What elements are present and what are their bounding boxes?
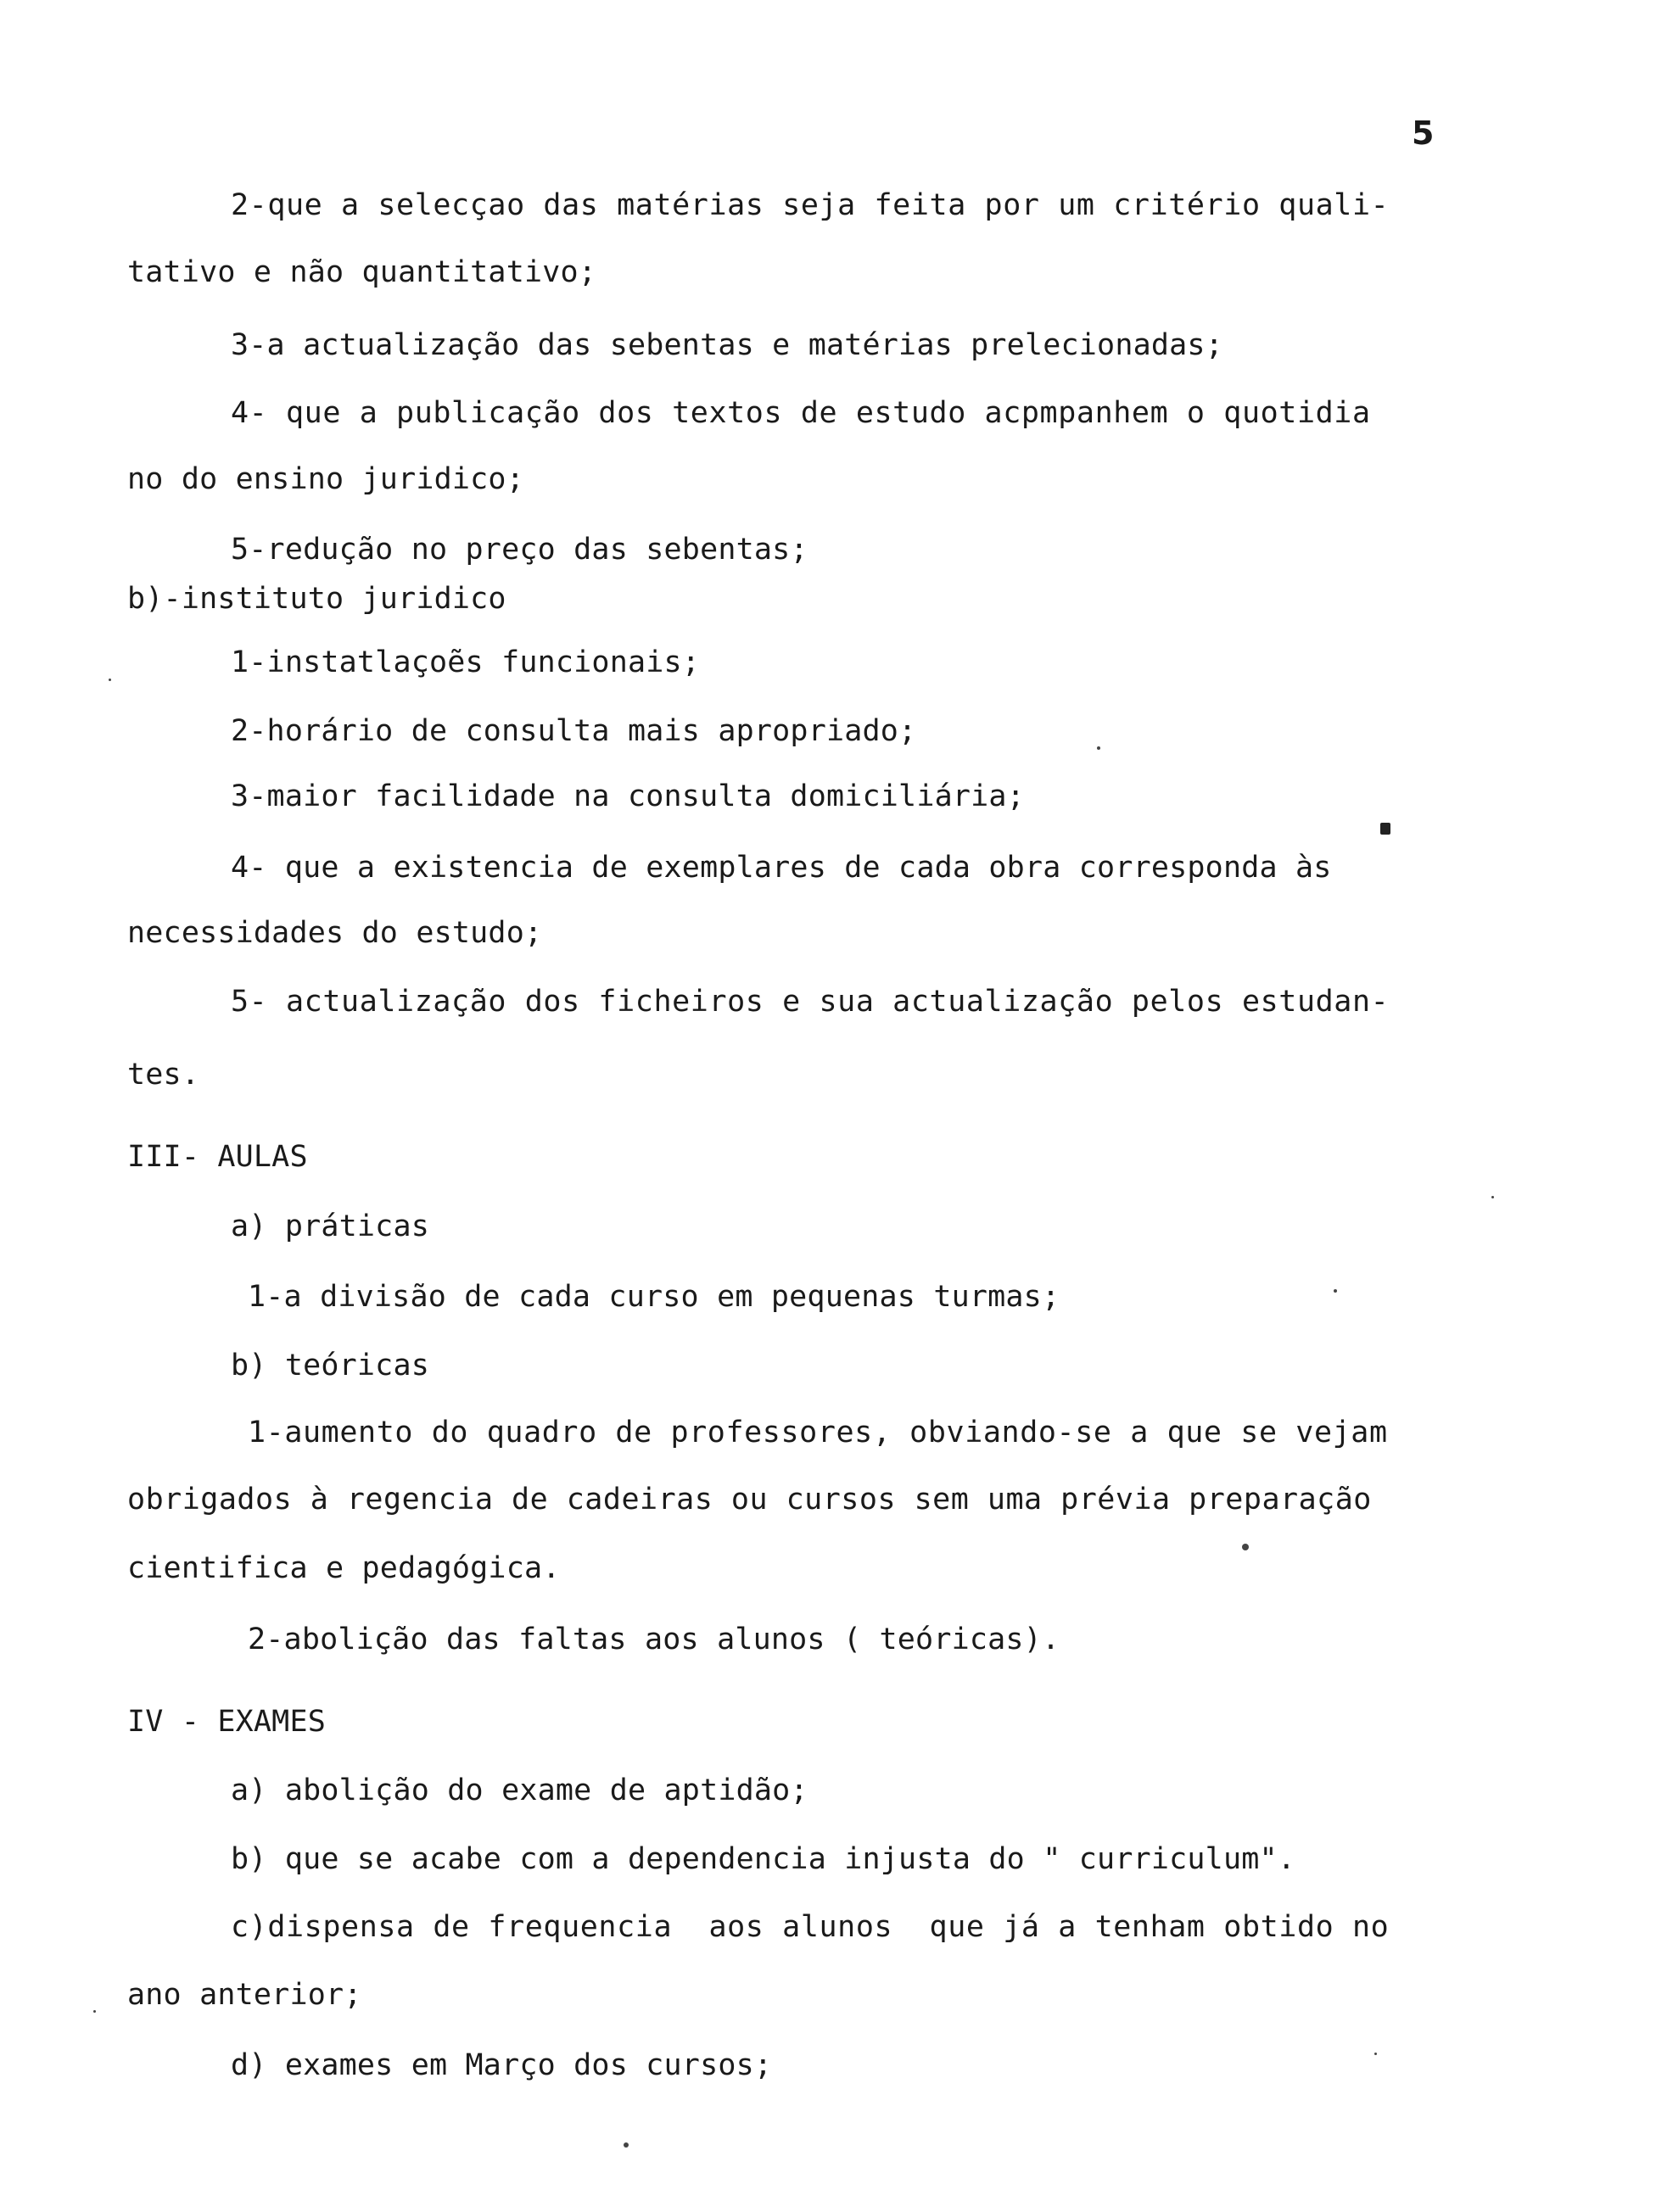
text-line: b) teóricas <box>231 1349 429 1382</box>
page-number: 5 <box>1412 115 1435 152</box>
text-line: 1-aumento do quadro de professores, obviando-se a que se vejam <box>248 1416 1388 1450</box>
text-line: ano anterior; <box>127 1978 362 2012</box>
text-line: 2-que a selecçao das matérias seja feita por um critério quali- <box>231 188 1390 222</box>
scan-speck <box>93 2010 96 2013</box>
text-line: 3-maior facilidade na consulta domiciliária; <box>231 779 1025 813</box>
section-heading-aulas: III- AULAS <box>127 1140 308 1174</box>
scan-speck <box>1097 746 1100 750</box>
text-line: obrigados à regencia de cadeiras ou cursos sem uma prévia preparação <box>127 1483 1372 1517</box>
text-line: tes. <box>127 1058 200 1092</box>
text-line: a) práticas <box>231 1209 429 1243</box>
scan-speck <box>109 679 111 681</box>
text-line: 4- que a publicação dos textos de estudo acpmpanhem o quotidia <box>231 396 1371 430</box>
scan-speck <box>1491 1196 1494 1198</box>
text-line: a) abolição do exame de aptidão; <box>231 1774 808 1807</box>
text-line: c)dispensa de frequencia aos alunos que já a tenham obtido no <box>231 1910 1390 1944</box>
text-line: 1-instatlaçoẽs funcionais; <box>231 645 701 679</box>
text-line: 1-a divisão de cada curso em pequenas turmas; <box>248 1280 1060 1314</box>
text-line: 5-redução no preço das sebentas; <box>231 533 808 567</box>
scan-speck <box>1374 2053 1377 2055</box>
scan-speck <box>624 2142 629 2148</box>
text-line: b) que se acabe com a dependencia injusta do " curriculum". <box>231 1842 1296 1876</box>
text-line: 2-horário de consulta mais apropriado; <box>231 714 917 748</box>
text-line: tativo e não quantitativo; <box>127 255 597 289</box>
text-line: no do ensino juridico; <box>127 462 524 496</box>
text-line: necessidades do estudo; <box>127 916 543 950</box>
text-line: cientifica e pedagógica. <box>127 1551 561 1585</box>
text-line: d) exames em Março dos cursos; <box>231 2048 773 2082</box>
text-line: 4- que a existencia de exemplares de cada obra corresponda às <box>231 851 1332 885</box>
text-line: 3-a actualização das sebentas e matérias prelecionadas; <box>231 328 1223 362</box>
scan-speck <box>1380 823 1390 835</box>
text-line: 2-abolição das faltas aos alunos ( teóricas). <box>248 1623 1060 1656</box>
section-subheading: b)-instituto juridico <box>127 582 506 616</box>
text-line: 5- actualização dos ficheiros e sua actualização pelos estudan- <box>231 985 1390 1019</box>
scan-speck <box>1242 1544 1249 1550</box>
section-heading-exames: IV - EXAMES <box>127 1705 326 1739</box>
scan-speck <box>1334 1289 1337 1293</box>
